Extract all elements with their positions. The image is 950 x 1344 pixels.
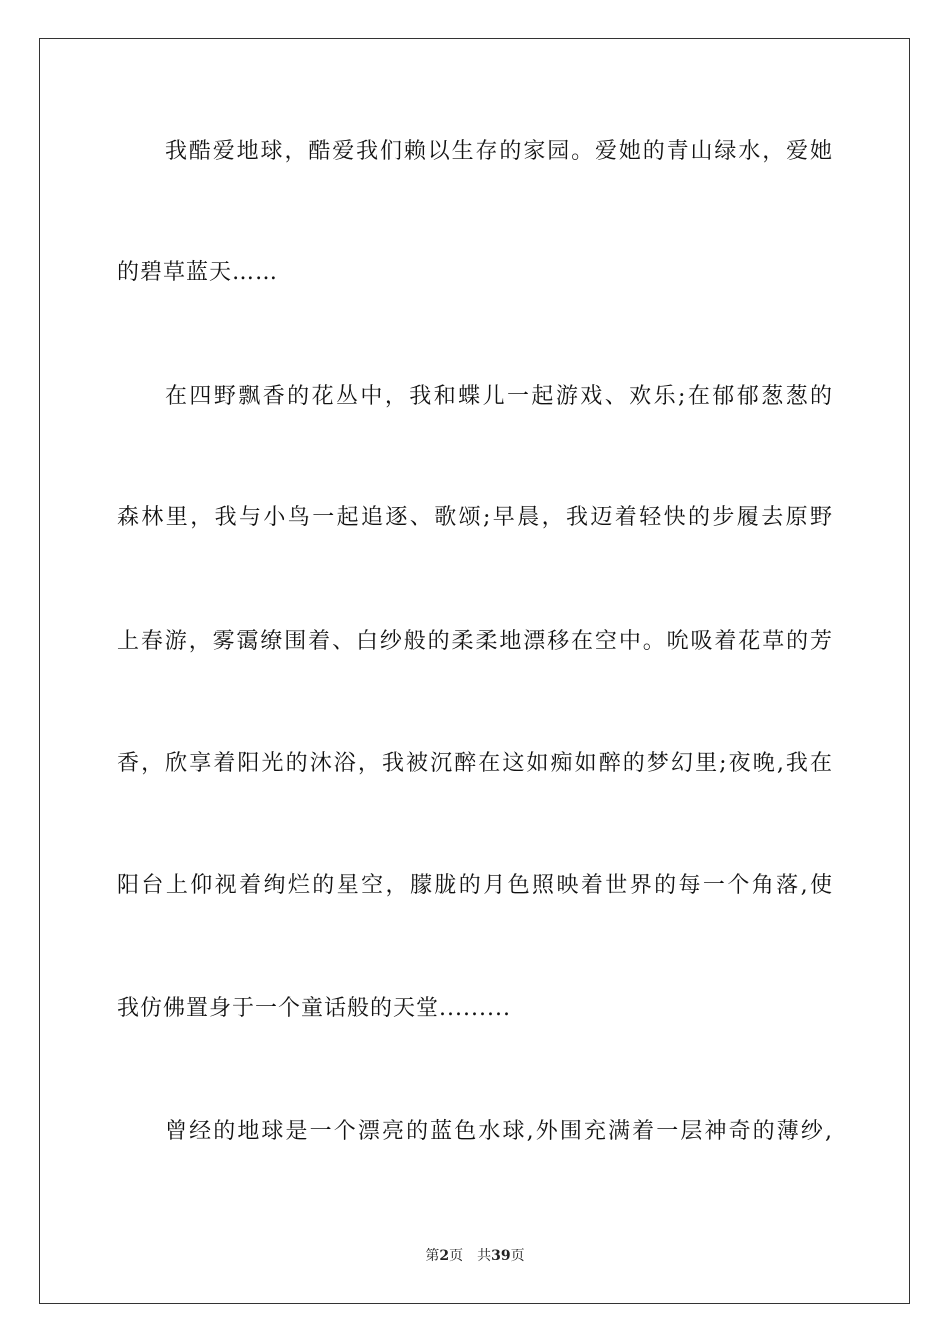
page-number: 2 (439, 1248, 450, 1264)
text-line: 的碧草蓝天…… (117, 260, 279, 285)
text-line: 上春游，雾霭缭围着、白纱般的柔柔地漂移在空中。吮吸着花草的芳 (117, 629, 833, 654)
total-prefix: 共 (477, 1248, 492, 1264)
text-line: 香，欣享着阳光的沐浴，我被沉醉在这如痴如醉的梦幻里;夜晚,我在 (117, 751, 833, 776)
text-line: 曾经的地球是一个漂亮的蓝色水球,外围充满着一层神奇的薄纱, (165, 1119, 833, 1144)
text-line: 我酷爱地球，酷爱我们赖以生存的家园。爱她的青山绿水，爱她 (165, 139, 833, 164)
text-line: 在四野飘香的花丛中，我和蝶儿一起游戏、欢乐;在郁郁葱葱的 (165, 384, 833, 409)
text-line: 森林里，我与小鸟一起追逐、歌颂;早晨，我迈着轻快的步履去原野 (117, 505, 833, 530)
page-suffix: 页 (449, 1248, 464, 1264)
page-footer (0, 1247, 950, 1265)
total-suffix: 页 (510, 1248, 525, 1264)
page-border (39, 38, 910, 1304)
page-prefix: 第 (425, 1248, 440, 1264)
text-line: 阳台上仰视着绚烂的星空，朦胧的月色照映着世界的每一个角落,使 (117, 873, 833, 898)
total-pages: 39 (491, 1248, 511, 1264)
text-line: 我仿佛置身于一个童话般的天堂......... (117, 996, 511, 1021)
